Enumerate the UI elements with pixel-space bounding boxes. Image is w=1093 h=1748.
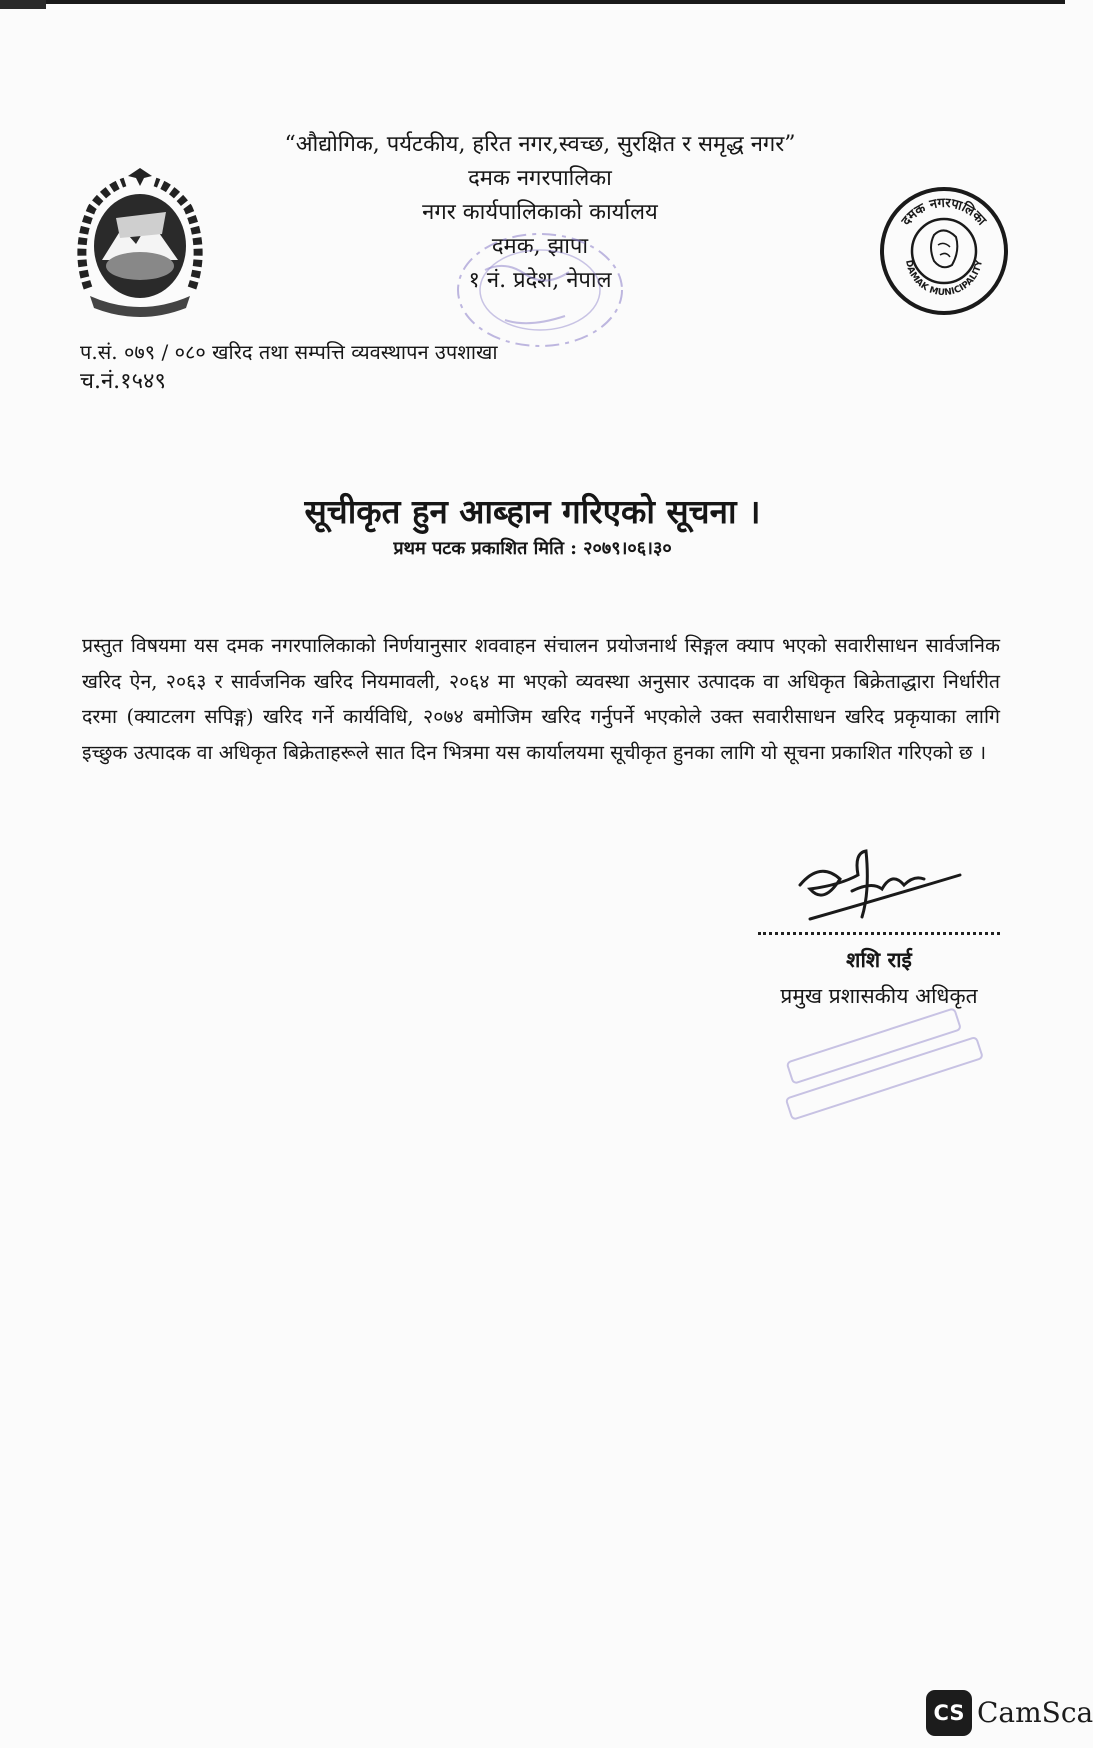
municipality-name: दमक नगरपालिका (468, 166, 612, 191)
office-province: १ नं. प्रदेश, नेपाल (468, 268, 612, 293)
svg-text:दमक नगरपालिका (898, 196, 989, 230)
name-stamp-icon (770, 1010, 990, 1120)
dispatch-number: च.नं.१५४९ (80, 369, 166, 394)
signatory-title: प्रमुख प्रशासकीय अधिकृत (780, 984, 978, 1008)
office-name: नगर कार्यपालिकाको कार्यालय (422, 200, 658, 225)
office-location: दमक, झापा (491, 234, 589, 259)
handwritten-signature-icon (790, 845, 970, 930)
camscanner-label: CamSca (977, 1696, 1093, 1729)
reference-block (80, 338, 498, 395)
signature-line (758, 932, 1000, 935)
notice-title: सूचीकृत हुन आब्हान गरिएको सूचना । (304, 492, 761, 531)
top-edge-rule (0, 0, 1065, 4)
notice-body: प्रस्तुत विषयमा यस दमक नगरपालिकाको निर्णयानुसार शववाहन संचालन प्रयोजनार्थ सिङ्गल क्याप भएको सवारीसाधन सार्वजनिक खरिद ऐन, २०६३ र सार्वजनिक खरिद नियमावली, २०६४ मा भएको व्यवस्था अनुसार उत्पादक वा अधिकृत बिक्रेताद्धारा निर्धारीत दरमा (क्याटलग सपिङ्ग) खरिद गर्ने कार्यविधि, २०७४ बमोजिम खरिद गर्नुपर्ने भएकोले उक्त सवारीसाधन खरिद प्रकृयाका लागि इच्छुक उत्पादक वा अधिकृत बिक्रेताहरूले सात दिन भित्रमा यस कार्यालयमा सूचीकृत हुनका लागि यो सूचना प्रकाशित गरिएको छ । (82, 634, 1000, 764)
fiscal-year-reference: प.सं. ०७९ / ०८० खरिद तथा सम्पत्ति व्यवस्थापन उपशाखा (80, 340, 498, 364)
municipality-motto: “औद्योगिक, पर्यटकीय, हरित नगर,स्वच्छ, सुरक्षित र समृद्ध नगर” (284, 132, 796, 157)
logo-text-bottom: DAMAK MUNICIPALITY (903, 259, 985, 299)
top-edge-corner (0, 0, 46, 9)
camscanner-badge: CS (926, 1690, 972, 1736)
damak-municipality-logo (878, 185, 1010, 317)
logo-text-top: दमक नगरपालिका (898, 195, 989, 229)
published-date: प्रथम पटक प्रकाशित मिति : २०७९।०६।३० (393, 538, 672, 559)
signatory-name: शशि राई (846, 947, 912, 972)
